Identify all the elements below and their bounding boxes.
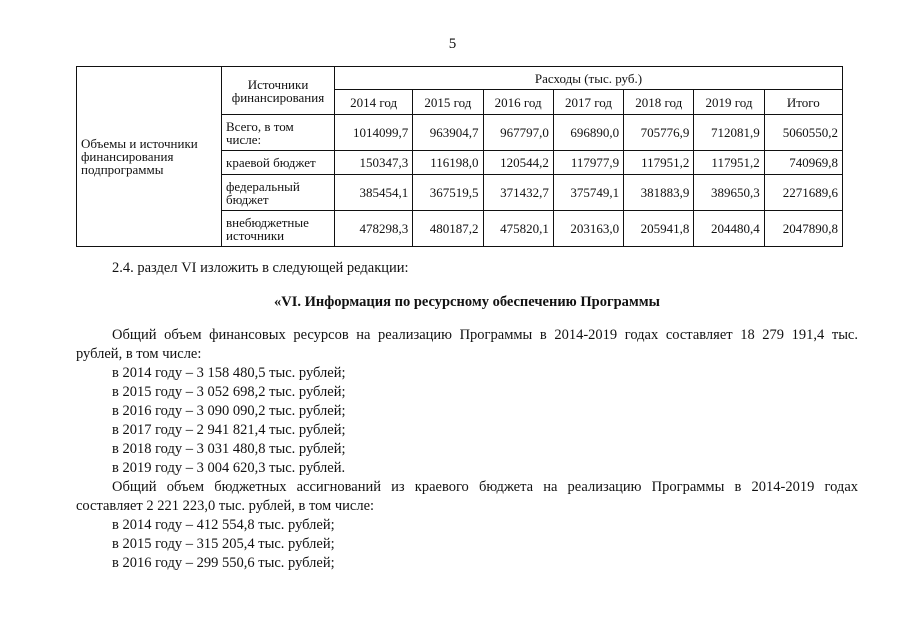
- column-header: 2017 год: [553, 90, 623, 115]
- value-cell: 696890,0: [553, 115, 623, 151]
- value-cell: 385454,1: [335, 175, 413, 211]
- value-cell: 205941,8: [624, 211, 694, 247]
- paragraph-line: Общий объем бюджетных ассигнований из краевого бюджета на реализацию Программы в 2014-2019 годах: [112, 479, 858, 495]
- value-cell: 117977,9: [553, 151, 623, 175]
- column-header: 2018 год: [624, 90, 694, 115]
- value-cell: 2271689,6: [764, 175, 842, 211]
- value-cell: 150347,3: [335, 151, 413, 175]
- value-cell: 375749,1: [553, 175, 623, 211]
- value-cell: 478298,3: [335, 211, 413, 247]
- list-item: в 2014 году – 3 158 480,5 тыс. рублей;: [112, 365, 346, 381]
- value-cell: 381883,9: [624, 175, 694, 211]
- list-item: в 2015 году – 315 205,4 тыс. рублей;: [112, 536, 335, 552]
- paragraph-total: [76, 326, 858, 573]
- source-cell: Всего, в том числе:: [222, 115, 335, 151]
- source-cell: краевой бюджет: [222, 151, 335, 175]
- list-item: в 2016 году – 299 550,6 тыс. рублей;: [112, 555, 335, 571]
- funding-table: [76, 66, 843, 247]
- value-cell: 2047890,8: [764, 211, 842, 247]
- value-cell: 367519,5: [413, 175, 483, 211]
- value-cell: 475820,1: [483, 211, 553, 247]
- value-cell: 705776,9: [624, 115, 694, 151]
- source-header: Источники финансирования: [222, 67, 335, 115]
- source-cell: внебюджетные источники: [222, 211, 335, 247]
- value-cell: 480187,2: [413, 211, 483, 247]
- value-cell: 117951,2: [694, 151, 764, 175]
- list-item: в 2019 году – 3 004 620,3 тыс. рублей.: [112, 460, 346, 476]
- section-note: [76, 259, 858, 278]
- paragraph-line: Общий объем финансовых ресурсов на реализацию Программы в 2014-2019 годах составляет 18 279 191,4 тыс.: [112, 327, 858, 343]
- list-item: в 2016 году – 3 090 090,2 тыс. рублей;: [112, 403, 346, 419]
- page-number: 5: [448, 36, 457, 52]
- source-cell: федеральный бюджет: [222, 175, 335, 211]
- column-header: 2014 год: [335, 90, 413, 115]
- expenses-header: Расходы (тыс. руб.): [335, 67, 843, 90]
- value-cell: 967797,0: [483, 115, 553, 151]
- value-cell: 120544,2: [483, 151, 553, 175]
- column-header: 2016 год: [483, 90, 553, 115]
- value-cell: 5060550,2: [764, 115, 842, 151]
- value-cell: 389650,3: [694, 175, 764, 211]
- list-item: в 2015 году – 3 052 698,2 тыс. рублей;: [112, 384, 346, 400]
- list-item: в 2018 году – 3 031 480,8 тыс. рублей;: [112, 441, 346, 457]
- list-item: в 2017 году – 2 941 821,4 тыс. рублей;: [112, 422, 346, 438]
- value-cell: 963904,7: [413, 115, 483, 151]
- value-cell: 371432,7: [483, 175, 553, 211]
- column-header: 2015 год: [413, 90, 483, 115]
- column-header: 2019 год: [694, 90, 764, 115]
- value-cell: 116198,0: [413, 151, 483, 175]
- value-cell: 117951,2: [624, 151, 694, 175]
- value-cell: 204480,4: [694, 211, 764, 247]
- section-heading: «VI. Информация по ресурсному обеспечению Программы: [274, 294, 660, 310]
- paragraph-line: рублей, в том числе:: [76, 346, 202, 362]
- value-cell: 203163,0: [553, 211, 623, 247]
- list-item: в 2014 году – 412 554,8 тыс. рублей;: [112, 517, 335, 533]
- value-cell: 1014099,7: [335, 115, 413, 151]
- value-cell: 740969,8: [764, 151, 842, 175]
- paragraph-line: составляет 2 221 223,0 тыс. рублей, в том числе:: [76, 498, 375, 514]
- section-note-text: 2.4. раздел VI изложить в следующей редакции:: [112, 260, 409, 276]
- table-row-label: Объемы и источники финансирования подпрограммы: [77, 67, 222, 247]
- value-cell: 712081,9: [694, 115, 764, 151]
- column-header: Итого: [764, 90, 842, 115]
